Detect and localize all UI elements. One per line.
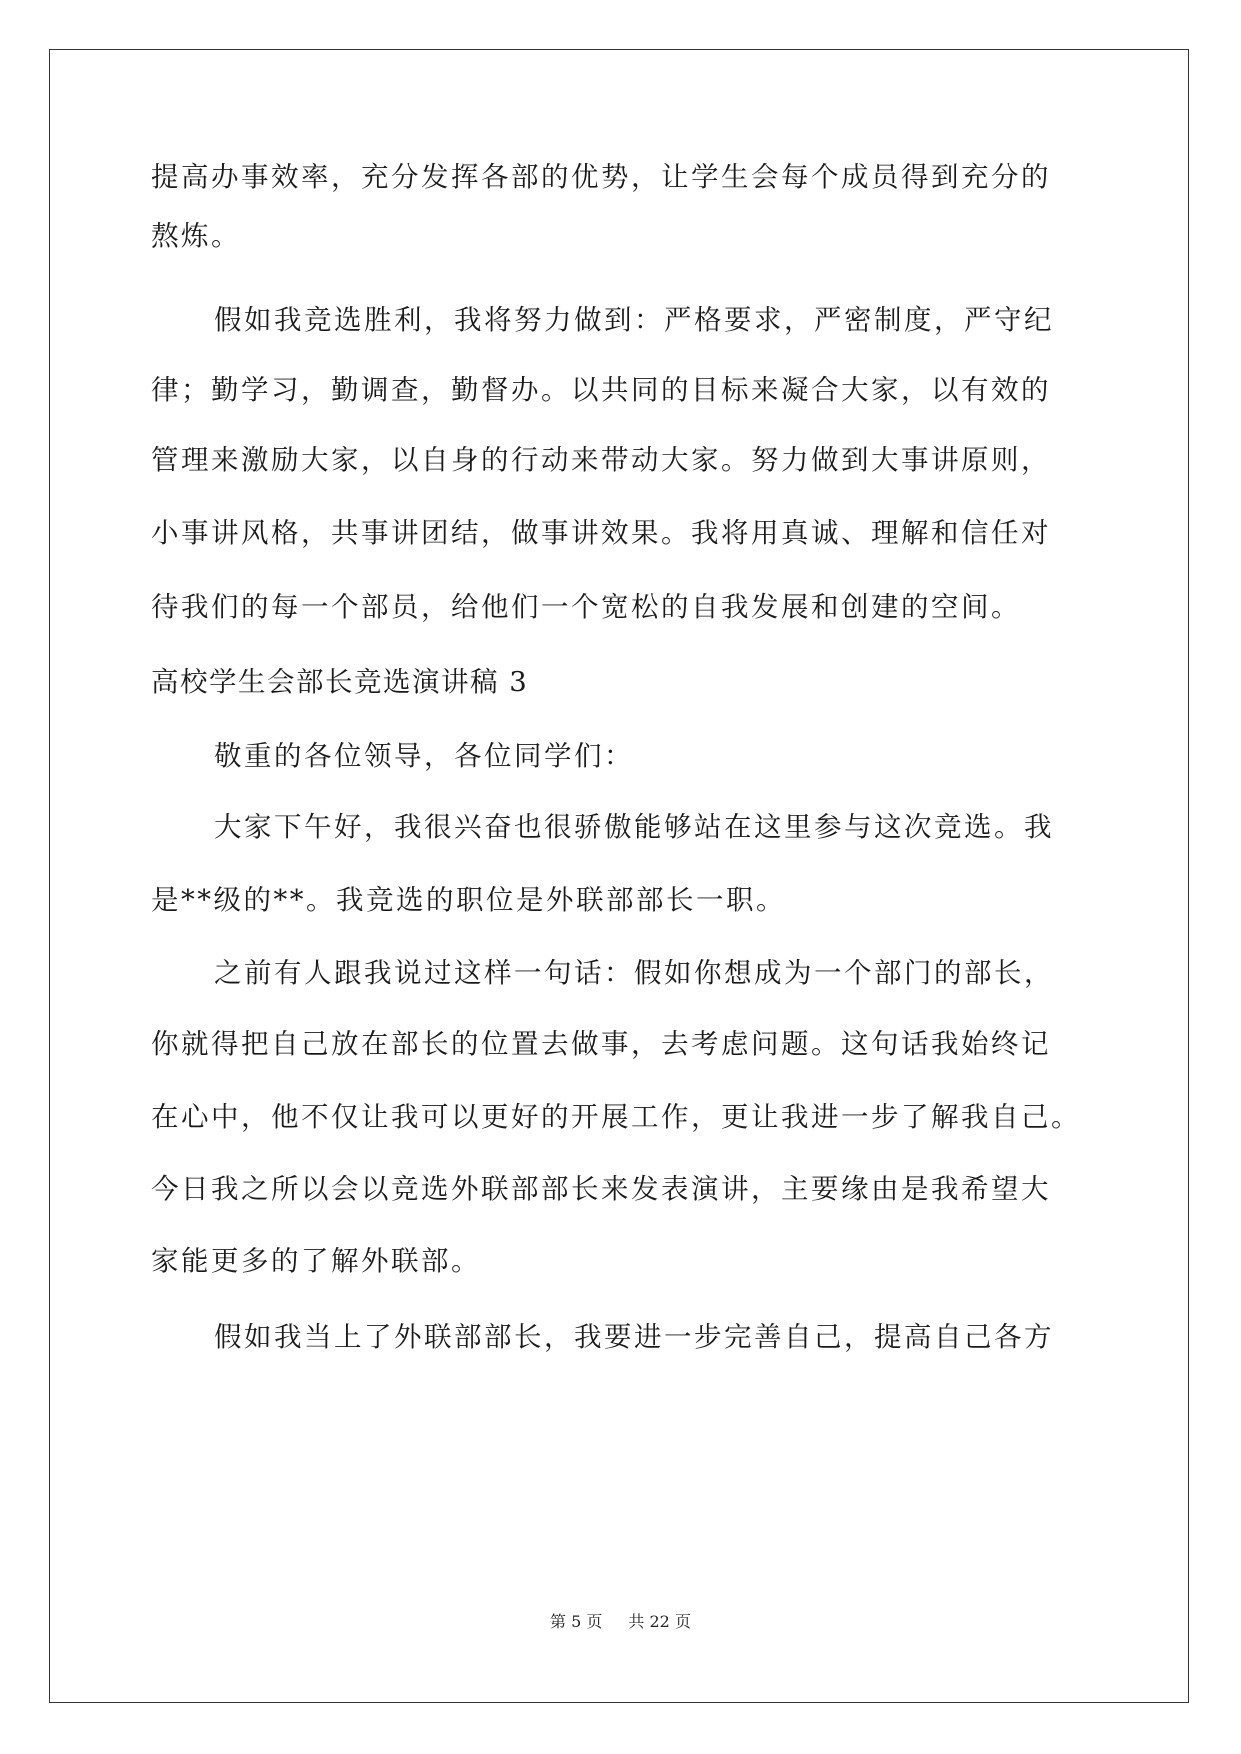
page-number: 第 5 页 (550, 1612, 603, 1631)
paragraph-line: 律；勤学习，勤调查，勤督办。以共同的目标来凝合大家，以有效的 (151, 374, 1051, 406)
paragraph-line: 管理来激励大家，以自身的行动来带动大家。努力做到大事讲原则， (151, 444, 1051, 476)
paragraph-line: 提高办事效率，充分发挥各部的优势，让学生会每个成员得到充分的 (151, 161, 1051, 193)
paragraph-line: 假如我当上了外联部部长，我要进一步完善自己，提高自己各方 (214, 1321, 1054, 1353)
paragraph-line: 在心中，他不仅让我可以更好的开展工作，更让我进一步了解我自己。 (151, 1101, 1081, 1133)
paragraph-line: 家能更多的了解外联部。 (151, 1245, 481, 1277)
page-border (49, 49, 1189, 1703)
paragraph-line: 大家下午好，我很兴奋也很骄傲能够站在这里参与这次竞选。我 (214, 811, 1054, 843)
paragraph-line: 你就得把自己放在部长的位置去做事，去考虑问题。这句话我始终记 (151, 1028, 1051, 1060)
section-heading: 高校学生会部长竞选演讲稿 3 (151, 666, 529, 698)
paragraph-line: 小事讲风格，共事讲团结，做事讲效果。我将用真诚、理解和信任对 (151, 517, 1051, 549)
page-footer (0, 1612, 1241, 1632)
paragraph-line: 是**级的**。我竞选的职位是外联部部长一职。 (151, 884, 786, 916)
page-total: 共 22 页 (628, 1612, 691, 1631)
paragraph-line: 之前有人跟我说过这样一句话：假如你想成为一个部门的部长， (214, 957, 1054, 989)
salutation-line: 敬重的各位领导，各位同学们： (214, 740, 634, 772)
paragraph-line: 假如我竞选胜利，我将努力做到：严格要求，严密制度，严守纪 (214, 304, 1054, 336)
paragraph-line: 熬炼。 (151, 220, 241, 252)
paragraph-line: 今日我之所以会以竞选外联部部长来发表演讲，主要缘由是我希望大 (151, 1173, 1051, 1205)
paragraph-line: 待我们的每一个部员，给他们一个宽松的自我发展和创建的空间。 (151, 591, 1021, 623)
